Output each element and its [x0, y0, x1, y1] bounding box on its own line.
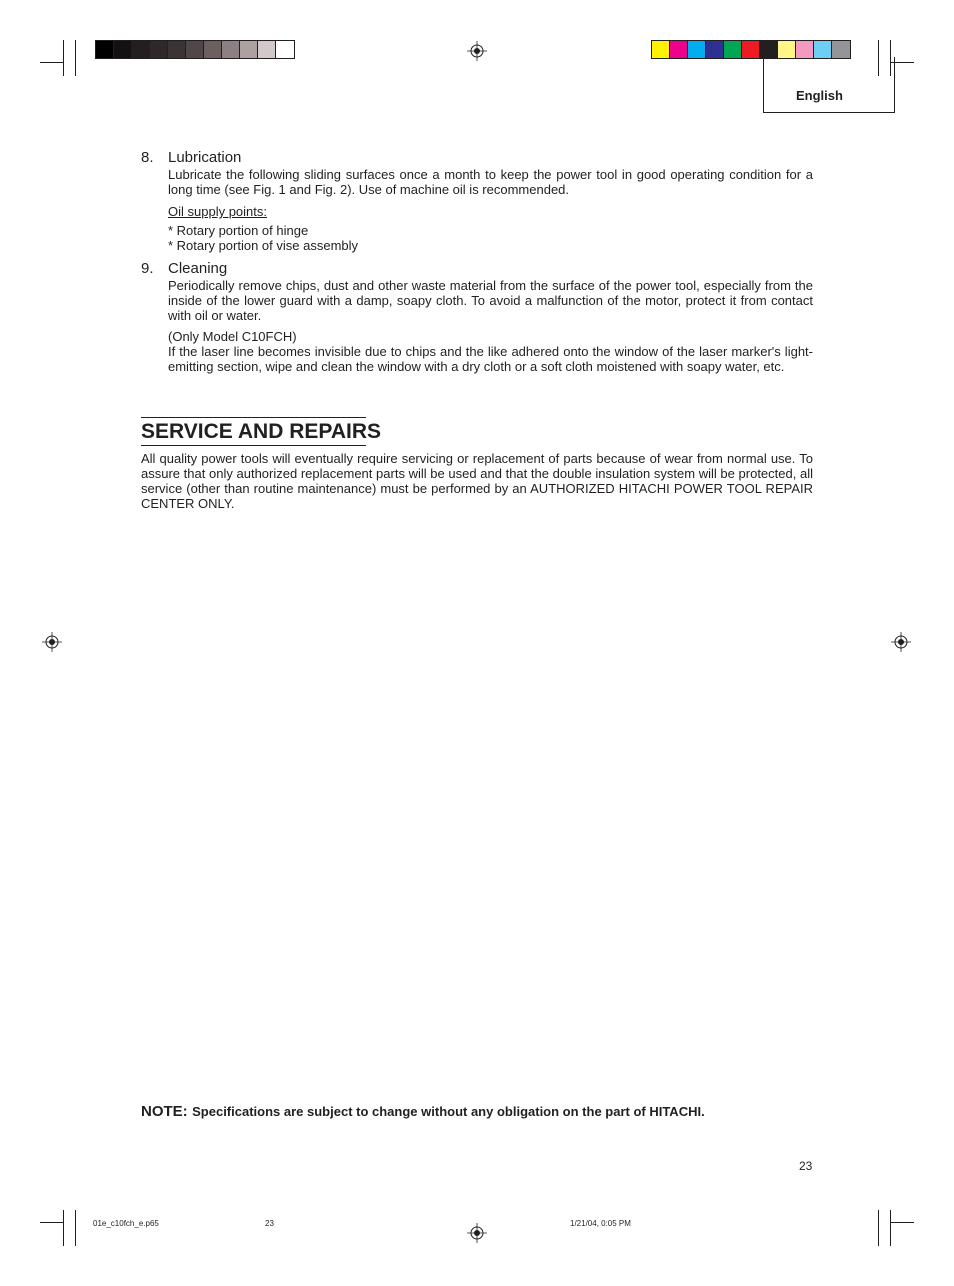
oil-point-item: * Rotary portion of vise assembly — [168, 238, 359, 253]
color-swatch — [670, 41, 688, 58]
crop-mark — [890, 1210, 891, 1246]
color-swatch — [132, 41, 150, 58]
crop-mark — [63, 1210, 64, 1246]
crop-mark — [63, 40, 64, 76]
color-swatch — [760, 41, 778, 58]
page-number: 23 — [799, 1159, 813, 1173]
section-title: Lubrication — [168, 149, 242, 166]
footer-filename: 01e_c10fch_e.p65 — [93, 1219, 159, 1228]
color-swatch — [814, 41, 832, 58]
section-number: 8. — [141, 149, 154, 166]
registration-mark-icon — [467, 41, 487, 61]
color-swatch — [240, 41, 258, 58]
cleaning-body: Periodically remove chips, dust and other waste material from the surface of the power tool, especially from the inside of the lower guard with a damp, soapy cloth. To avoid a malfunction of the motor, protect it from contact with oil or water. — [168, 278, 813, 323]
color-swatch — [742, 41, 760, 58]
color-swatch — [724, 41, 742, 58]
lubrication-body: Lubricate the following sliding surfaces once a month to keep the power tool in good operating condition for a long time (see Fig. 1 and Fig. 2). Use of machine oil is recommended. — [168, 167, 813, 197]
footer-timestamp: 1/21/04, 0:05 PM — [570, 1219, 631, 1228]
note-text: Specifications are subject to change without any obligation on the part of HITACHI. — [192, 1104, 705, 1119]
crop-mark — [890, 1222, 914, 1223]
color-swatch — [222, 41, 240, 58]
service-body: All quality power tools will eventually require servicing or replacement of parts because of wear from normal use. To assure that only authorized replacement parts will be used and that the double insulation system will be protected, all service (other than routine maintenance) must be performed by an AUTHORIZED HITACHI POWER TOOL REPAIR CENTER ONLY. — [141, 451, 813, 511]
color-swatch — [832, 41, 850, 58]
crop-mark — [40, 62, 64, 63]
section-number: 9. — [141, 260, 154, 277]
color-swatch — [114, 41, 132, 58]
color-swatch — [186, 41, 204, 58]
crop-mark — [878, 1210, 879, 1246]
service-title: SERVICE AND REPAIRS — [141, 417, 366, 446]
crop-mark — [75, 1210, 76, 1246]
footer-page: 23 — [265, 1219, 274, 1228]
note-label: NOTE: — [141, 1103, 188, 1120]
color-swatch — [150, 41, 168, 58]
color-swatch — [706, 41, 724, 58]
color-swatch — [652, 41, 670, 58]
oil-supply-label: Oil supply points: — [168, 204, 267, 219]
color-swatch — [204, 41, 222, 58]
registration-mark-icon — [467, 1223, 487, 1243]
color-swatch — [168, 41, 186, 58]
section-title: Cleaning — [168, 260, 228, 277]
color-swatch — [796, 41, 814, 58]
grayscale-color-bar — [95, 40, 295, 59]
color-swatch — [778, 41, 796, 58]
crop-mark — [40, 1222, 64, 1223]
language-tab — [763, 57, 895, 113]
note — [141, 1103, 705, 1121]
crop-mark — [75, 40, 76, 76]
color-swatch — [258, 41, 276, 58]
registration-mark-icon — [42, 632, 62, 652]
model-note: (Only Model C10FCH) — [168, 329, 297, 344]
registration-mark-icon — [891, 632, 911, 652]
color-swatch — [96, 41, 114, 58]
laser-cleaning-body: If the laser line becomes invisible due to chips and the like adhered onto the window of the laser marker's light-emitting section, wipe and clean the window with a dry cloth or a soft cloth moistened with soapy water, etc. — [168, 344, 813, 374]
color-swatch — [688, 41, 706, 58]
color-swatch — [276, 41, 294, 58]
language-label: English — [796, 88, 843, 103]
oil-point-item: * Rotary portion of hinge — [168, 223, 309, 238]
